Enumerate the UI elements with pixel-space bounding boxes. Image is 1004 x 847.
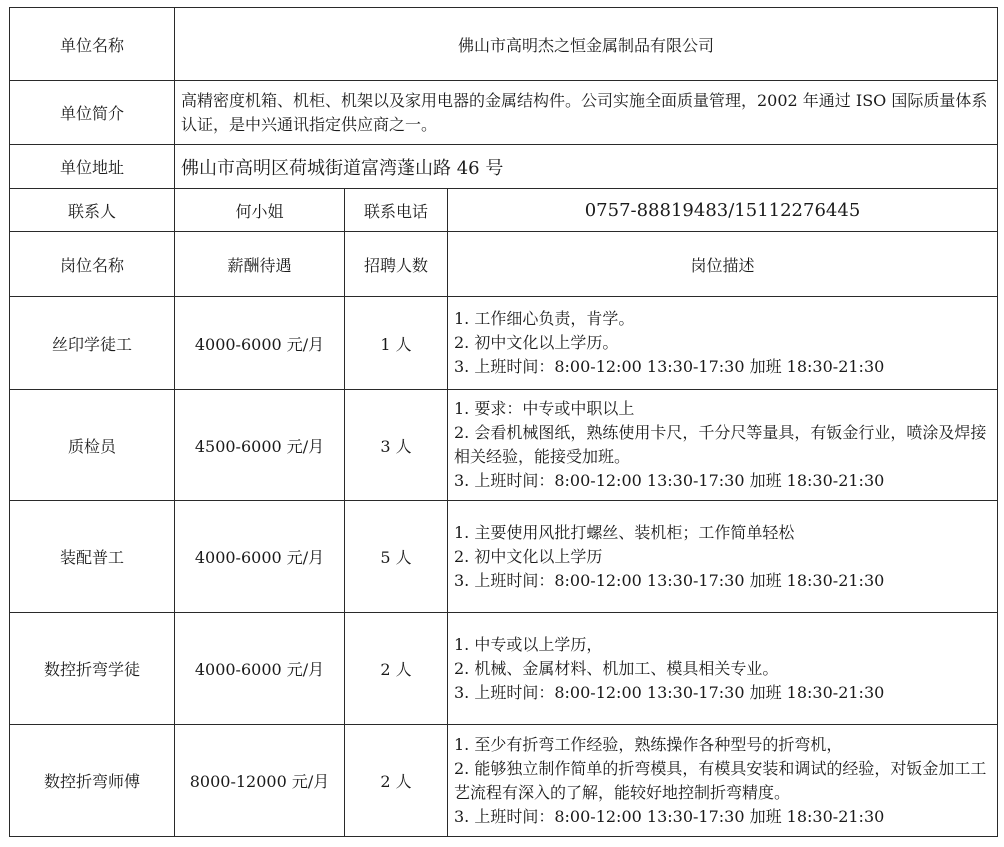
header-position: 岗位名称 bbox=[10, 232, 175, 297]
description-line: 1. 中专或以上学历， bbox=[454, 634, 603, 654]
job-salary: 4000-6000 元/月 bbox=[175, 297, 345, 390]
company-name-label: 单位名称 bbox=[10, 8, 175, 81]
description-line: 1. 主要使用风批打螺丝、装机柜；工作简单轻松 bbox=[454, 522, 795, 542]
job-salary: 4500-6000 元/月 bbox=[175, 390, 345, 501]
description-line: 3. 上班时间：8:00-12:00 13:30-17:30 加班 18:30-21:30 bbox=[454, 682, 885, 702]
job-description bbox=[448, 390, 998, 501]
description-line: 2. 会看机械图纸，熟练使用卡尺，千分尺等量具，有钣金行业，喷涂及焊接相关经验，能接受加班。 bbox=[454, 423, 987, 466]
contact-label: 联系人 bbox=[10, 189, 175, 232]
description-line: 2. 初中文化以上学历。 bbox=[454, 333, 619, 352]
company-name: 佛山市高明杰之恒金属制品有限公司 bbox=[175, 8, 998, 81]
header-salary: 薪酬待遇 bbox=[175, 232, 345, 297]
description-line: 3. 上班时间：8:00-12:00 13:30-17:30 加班 18:30-21:30 bbox=[454, 806, 885, 826]
header-description: 岗位描述 bbox=[448, 232, 998, 297]
company-address-label: 单位地址 bbox=[10, 145, 175, 189]
job-position: 质检员 bbox=[10, 390, 175, 501]
job-description bbox=[448, 725, 998, 837]
company-name-row bbox=[10, 8, 998, 81]
header-row bbox=[10, 232, 998, 297]
company-intro: 高精密度机箱、机柜、机架以及家用电器的金属结构件。公司实施全面质量管理，2002 年通过 ISO 国际质量体系认证，是中兴通讯指定供应商之一。 bbox=[175, 81, 998, 145]
company-intro-label: 单位简介 bbox=[10, 81, 175, 145]
description-line: 3. 上班时间：8:00-12:00 13:30-17:30 加班 18:30-21:30 bbox=[454, 570, 885, 590]
job-position: 装配普工 bbox=[10, 501, 175, 613]
description-line: 3. 上班时间：8:00-12:00 13:30-17:30 加班 18:30-21:30 bbox=[454, 471, 885, 490]
description-line: 1. 要求：中专或中职以上 bbox=[454, 399, 635, 418]
company-intro-row bbox=[10, 81, 998, 145]
table-row bbox=[10, 613, 998, 725]
job-position: 丝印学徒工 bbox=[10, 297, 175, 390]
description-line: 1. 工作细心负责，肯学。 bbox=[454, 309, 635, 328]
table-row bbox=[10, 725, 998, 837]
company-address-row bbox=[10, 145, 998, 189]
company-address: 佛山市高明区荷城街道富湾蓬山路 46 号 bbox=[175, 145, 998, 189]
job-count: 3 人 bbox=[345, 390, 448, 501]
job-description bbox=[448, 613, 998, 725]
recruitment-table bbox=[9, 7, 998, 837]
phone-label: 联系电话 bbox=[345, 189, 448, 232]
description-line: 2. 机械、金属材料、机加工、模具相关专业。 bbox=[454, 658, 779, 678]
contact-name: 何小姐 bbox=[175, 189, 345, 232]
phone-number: 0757-88819483/15112276445 bbox=[448, 189, 998, 232]
job-count: 5 人 bbox=[345, 501, 448, 613]
job-salary: 4000-6000 元/月 bbox=[175, 613, 345, 725]
job-description bbox=[448, 501, 998, 613]
description-line: 1. 至少有折弯工作经验，熟练操作各种型号的折弯机， bbox=[454, 734, 843, 754]
table-row bbox=[10, 297, 998, 390]
table-row bbox=[10, 501, 998, 613]
job-position: 数控折弯学徒 bbox=[10, 613, 175, 725]
job-count: 1 人 bbox=[345, 297, 448, 390]
job-salary: 4000-6000 元/月 bbox=[175, 501, 345, 613]
table-row bbox=[10, 390, 998, 501]
job-salary: 8000-12000 元/月 bbox=[175, 725, 345, 837]
contact-row bbox=[10, 189, 998, 232]
job-count: 2 人 bbox=[345, 725, 448, 837]
description-line: 2. 初中文化以上学历 bbox=[454, 546, 603, 566]
job-position: 数控折弯师傅 bbox=[10, 725, 175, 837]
description-line: 3. 上班时间：8:00-12:00 13:30-17:30 加班 18:30-21:30 bbox=[454, 357, 885, 376]
description-line: 2. 能够独立制作简单的折弯模具，有模具安装和调试的经验，对钣金加工工艺流程有深入的了解，能较好地控制折弯精度。 bbox=[454, 758, 987, 802]
header-count: 招聘人数 bbox=[345, 232, 448, 297]
job-description bbox=[448, 297, 998, 390]
job-count: 2 人 bbox=[345, 613, 448, 725]
